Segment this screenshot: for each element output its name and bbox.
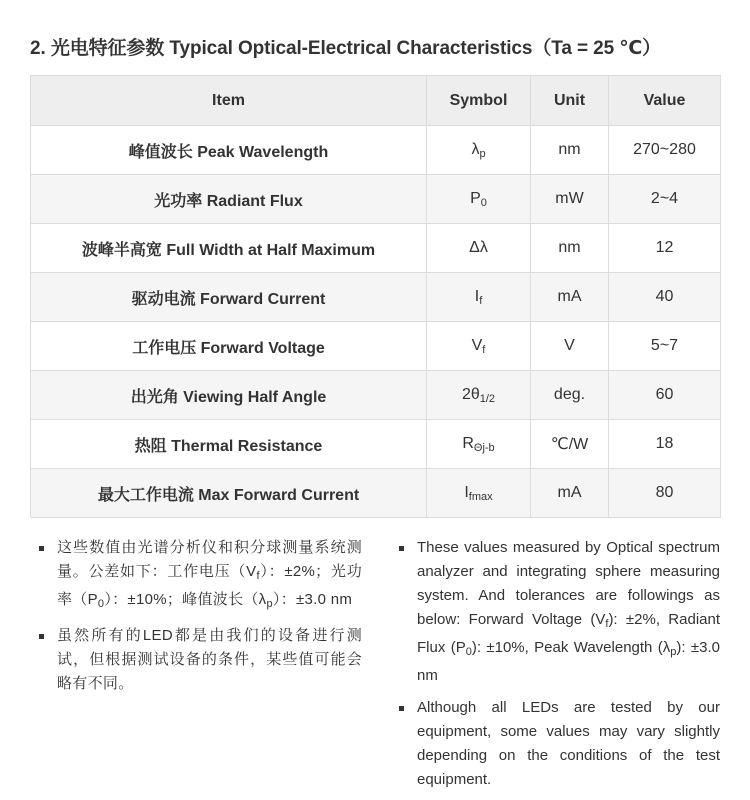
cell-item: 波峰半高宽 Full Width at Half Maximum bbox=[31, 224, 427, 273]
notes-english bbox=[390, 536, 720, 800]
cell-item: 出光角 Viewing Half Angle bbox=[31, 371, 427, 420]
cell-unit: mA bbox=[531, 469, 609, 518]
table-row bbox=[31, 420, 721, 469]
header-value: Value bbox=[609, 76, 721, 126]
cell-unit: mA bbox=[531, 273, 609, 322]
cell-item: 最大工作电流 Max Forward Current bbox=[31, 469, 427, 518]
cell-value: 18 bbox=[609, 420, 721, 469]
notes-chinese bbox=[30, 536, 362, 704]
cell-unit: mW bbox=[531, 175, 609, 224]
bullet-icon bbox=[399, 706, 404, 711]
header-item: Item bbox=[31, 76, 427, 126]
cell-item: 热阻 Thermal Resistance bbox=[31, 420, 427, 469]
cell-item: 光功率 Radiant Flux bbox=[31, 175, 427, 224]
cell-value: 40 bbox=[609, 273, 721, 322]
table-row bbox=[31, 322, 721, 371]
cell-symbol: $R_{\Theta j-b}$ bbox=[427, 420, 531, 469]
cell-symbol: Δλ bbox=[427, 224, 531, 273]
table-row bbox=[31, 273, 721, 322]
list-item bbox=[390, 696, 720, 792]
cell-value: 60 bbox=[609, 371, 721, 420]
cell-symbol: $V_f$ bbox=[427, 322, 531, 371]
bullet-icon bbox=[399, 546, 404, 551]
cell-unit: ℃/W bbox=[531, 420, 609, 469]
bullet-icon bbox=[39, 546, 44, 551]
cell-unit: nm bbox=[531, 224, 609, 273]
table-row bbox=[31, 224, 721, 273]
cell-symbol: $2\theta_{1/2}$ bbox=[427, 371, 531, 420]
cell-symbol: $I_{fmax}$ bbox=[427, 469, 531, 518]
cell-value: 80 bbox=[609, 469, 721, 518]
table-row bbox=[31, 371, 721, 420]
cell-value: 270~280 bbox=[609, 126, 721, 175]
bullet-icon bbox=[39, 634, 44, 639]
table-header-row bbox=[31, 76, 721, 126]
list-item bbox=[390, 536, 720, 688]
header-unit: Unit bbox=[531, 76, 609, 126]
cell-item: 工作电压 Forward Voltage bbox=[31, 322, 427, 371]
cell-symbol: $\lambda_p$ bbox=[427, 126, 531, 175]
cell-item: 峰值波长 Peak Wavelength bbox=[31, 126, 427, 175]
characteristics-table bbox=[30, 75, 721, 518]
cell-symbol: $I_f$ bbox=[427, 273, 531, 322]
list-item bbox=[30, 624, 362, 696]
note-text: Although all LEDs are tested by our equipment, some values may vary slightly depending on the conditions of the test equipment. bbox=[417, 699, 720, 788]
cell-value: 5~7 bbox=[609, 322, 721, 371]
section-title: 2. 光电特征参数 Typical Optical-Electrical Characteristics（Ta = 25 ℃） bbox=[30, 38, 662, 59]
table-row bbox=[31, 469, 721, 518]
list-item bbox=[30, 536, 362, 616]
header-symbol: Symbol bbox=[427, 76, 531, 126]
cell-unit: deg. bbox=[531, 371, 609, 420]
note-text: 这些数值由光谱分析仪和积分球测量系统测量。公差如下：工作电压$(V_f)$：±2%；光功率$(P_0)$：±10%；峰值波长$(\lambda_p)$：±3.0 nm bbox=[57, 539, 362, 610]
note-text: 虽然所有的LED都是由我们的设备进行测试，但根据测试设备的条件，某些值可能会略有不同。 bbox=[57, 627, 362, 692]
cell-value: 12 bbox=[609, 224, 721, 273]
cell-value: 2~4 bbox=[609, 175, 721, 224]
table-row bbox=[31, 175, 721, 224]
table-row bbox=[31, 126, 721, 175]
cell-unit: V bbox=[531, 322, 609, 371]
cell-item: 驱动电流 Forward Current bbox=[31, 273, 427, 322]
cell-unit: nm bbox=[531, 126, 609, 175]
cell-symbol: $P_0$ bbox=[427, 175, 531, 224]
note-text: These values measured by Optical spectrum analyzer and integrating sphere measuring system. And tolerances are followings as below: Forward Voltage $(V_f)$: ±2%, Radiant Flux $(P_0)$: ±10%, Peak Wavelength $(\lambda_p)$: ±3.0 nm bbox=[417, 539, 721, 684]
